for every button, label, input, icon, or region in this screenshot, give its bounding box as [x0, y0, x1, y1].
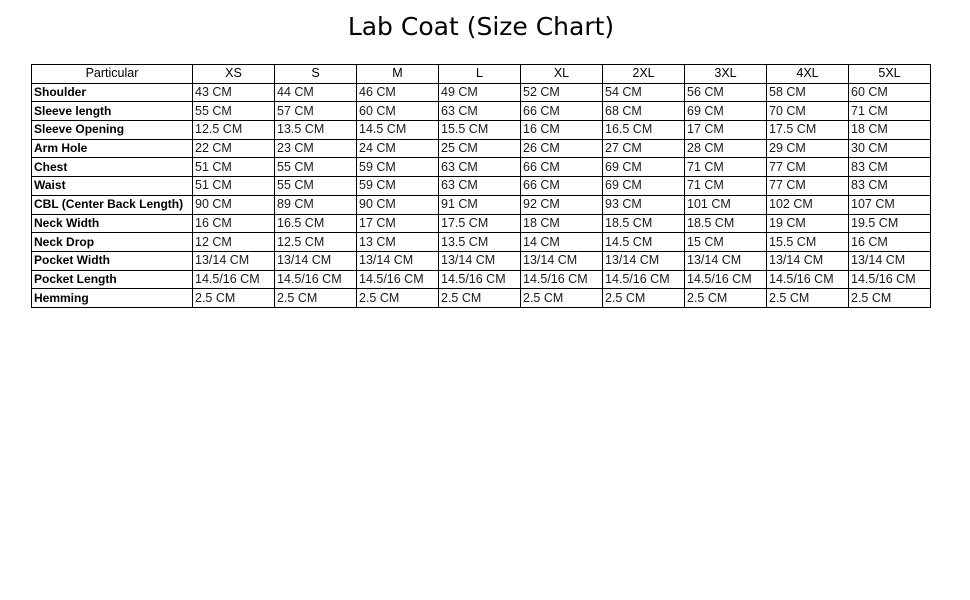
table-cell: 15 CM — [685, 233, 767, 252]
table-row — [32, 158, 931, 177]
size-header: XL — [521, 65, 603, 84]
table-cell: 14.5/16 CM — [685, 270, 767, 289]
size-header: L — [439, 65, 521, 84]
table-cell: 30 CM — [849, 139, 931, 158]
table-row — [32, 177, 931, 196]
table-cell: 14.5/16 CM — [767, 270, 849, 289]
table-cell: 51 CM — [193, 158, 275, 177]
table-cell: 63 CM — [439, 177, 521, 196]
table-cell: 58 CM — [767, 83, 849, 102]
table-cell: 16.5 CM — [603, 121, 685, 140]
table-cell: 60 CM — [849, 83, 931, 102]
table-cell: 2.5 CM — [685, 289, 767, 308]
table-cell: 14.5/16 CM — [193, 270, 275, 289]
table-row — [32, 251, 931, 270]
table-cell: 101 CM — [685, 195, 767, 214]
row-label: Waist — [32, 177, 193, 196]
table-cell: 13.5 CM — [439, 233, 521, 252]
table-cell: 91 CM — [439, 195, 521, 214]
table-cell: 69 CM — [603, 158, 685, 177]
row-label: Neck Drop — [32, 233, 193, 252]
table-cell: 2.5 CM — [275, 289, 357, 308]
page-title: Lab Coat (Size Chart) — [347, 12, 615, 41]
size-header: XS — [193, 65, 275, 84]
table-cell: 16 CM — [193, 214, 275, 233]
size-header: 4XL — [767, 65, 849, 84]
table-cell: 2.5 CM — [849, 289, 931, 308]
table-row — [32, 195, 931, 214]
table-cell: 14.5/16 CM — [849, 270, 931, 289]
table-cell: 66 CM — [521, 177, 603, 196]
table-cell: 26 CM — [521, 139, 603, 158]
table-cell: 63 CM — [439, 158, 521, 177]
table-cell: 23 CM — [275, 139, 357, 158]
table-cell: 49 CM — [439, 83, 521, 102]
table-cell: 52 CM — [521, 83, 603, 102]
table-cell: 66 CM — [521, 158, 603, 177]
table-cell: 46 CM — [357, 83, 439, 102]
corner-header: Particular — [32, 65, 193, 84]
row-label: Chest — [32, 158, 193, 177]
table-cell: 57 CM — [275, 102, 357, 121]
table-cell: 16 CM — [849, 233, 931, 252]
table-cell: 17 CM — [685, 121, 767, 140]
table-cell: 83 CM — [849, 177, 931, 196]
table-cell: 25 CM — [439, 139, 521, 158]
table-row — [32, 289, 931, 308]
table-cell: 14.5/16 CM — [521, 270, 603, 289]
table-cell: 18.5 CM — [603, 214, 685, 233]
table-row — [32, 270, 931, 289]
table-cell: 66 CM — [521, 102, 603, 121]
table-cell: 14.5/16 CM — [275, 270, 357, 289]
table-cell: 13.5 CM — [275, 121, 357, 140]
table-cell: 77 CM — [767, 158, 849, 177]
size-header: 5XL — [849, 65, 931, 84]
table-row — [32, 139, 931, 158]
table-cell: 51 CM — [193, 177, 275, 196]
table-cell: 69 CM — [603, 177, 685, 196]
size-header: S — [275, 65, 357, 84]
table-cell: 17.5 CM — [767, 121, 849, 140]
table-cell: 83 CM — [849, 158, 931, 177]
table-cell: 14 CM — [521, 233, 603, 252]
table-cell: 71 CM — [685, 158, 767, 177]
table-cell: 12 CM — [193, 233, 275, 252]
table-cell: 12.5 CM — [275, 233, 357, 252]
table-row — [32, 83, 931, 102]
table-cell: 71 CM — [849, 102, 931, 121]
size-chart-table — [31, 64, 931, 308]
table-cell: 16.5 CM — [275, 214, 357, 233]
table-cell: 77 CM — [767, 177, 849, 196]
table-row — [32, 102, 931, 121]
table-cell: 2.5 CM — [521, 289, 603, 308]
table-cell: 90 CM — [193, 195, 275, 214]
table-cell: 29 CM — [767, 139, 849, 158]
table-cell: 22 CM — [193, 139, 275, 158]
table-cell: 69 CM — [685, 102, 767, 121]
table-cell: 13/14 CM — [439, 251, 521, 270]
table-cell: 63 CM — [439, 102, 521, 121]
table-cell: 13/14 CM — [603, 251, 685, 270]
table-cell: 24 CM — [357, 139, 439, 158]
table-cell: 15.5 CM — [439, 121, 521, 140]
table-row — [32, 214, 931, 233]
table-cell: 13 CM — [357, 233, 439, 252]
row-label: Sleeve length — [32, 102, 193, 121]
table-cell: 60 CM — [357, 102, 439, 121]
table-cell: 59 CM — [357, 158, 439, 177]
table-cell: 43 CM — [193, 83, 275, 102]
table-cell: 2.5 CM — [767, 289, 849, 308]
table-cell: 19.5 CM — [849, 214, 931, 233]
table-cell: 107 CM — [849, 195, 931, 214]
table-cell: 55 CM — [193, 102, 275, 121]
table-cell: 90 CM — [357, 195, 439, 214]
table-cell: 56 CM — [685, 83, 767, 102]
table-cell: 13/14 CM — [767, 251, 849, 270]
table-cell: 17.5 CM — [439, 214, 521, 233]
table-cell: 2.5 CM — [193, 289, 275, 308]
row-label: CBL (Center Back Length) — [32, 195, 193, 214]
table-body — [32, 83, 931, 307]
table-cell: 2.5 CM — [603, 289, 685, 308]
table-cell: 18 CM — [521, 214, 603, 233]
table-cell: 70 CM — [767, 102, 849, 121]
table-cell: 14.5/16 CM — [357, 270, 439, 289]
table-cell: 59 CM — [357, 177, 439, 196]
table-cell: 28 CM — [685, 139, 767, 158]
table-cell: 14.5 CM — [357, 121, 439, 140]
row-label: Pocket Width — [32, 251, 193, 270]
table-cell: 17 CM — [357, 214, 439, 233]
row-label: Sleeve Opening — [32, 121, 193, 140]
table-cell: 54 CM — [603, 83, 685, 102]
table-cell: 89 CM — [275, 195, 357, 214]
table-cell: 2.5 CM — [357, 289, 439, 308]
table-cell: 13/14 CM — [193, 251, 275, 270]
table-cell: 93 CM — [603, 195, 685, 214]
table-cell: 13/14 CM — [685, 251, 767, 270]
table-cell: 14.5/16 CM — [439, 270, 521, 289]
table-cell: 14.5/16 CM — [603, 270, 685, 289]
row-label: Arm Hole — [32, 139, 193, 158]
table-cell: 16 CM — [521, 121, 603, 140]
table-cell: 55 CM — [275, 158, 357, 177]
table-row — [32, 121, 931, 140]
table-cell: 92 CM — [521, 195, 603, 214]
table-cell: 14.5 CM — [603, 233, 685, 252]
table-cell: 102 CM — [767, 195, 849, 214]
table-cell: 19 CM — [767, 214, 849, 233]
row-label: Shoulder — [32, 83, 193, 102]
table-cell: 18 CM — [849, 121, 931, 140]
table-cell: 13/14 CM — [357, 251, 439, 270]
table-cell: 13/14 CM — [521, 251, 603, 270]
table-row — [32, 233, 931, 252]
table-cell: 68 CM — [603, 102, 685, 121]
size-header: M — [357, 65, 439, 84]
header-row — [32, 65, 931, 84]
table-cell: 2.5 CM — [439, 289, 521, 308]
table-cell: 12.5 CM — [193, 121, 275, 140]
table-cell: 55 CM — [275, 177, 357, 196]
table-cell: 27 CM — [603, 139, 685, 158]
row-label: Hemming — [32, 289, 193, 308]
table-cell: 13/14 CM — [275, 251, 357, 270]
table-cell: 15.5 CM — [767, 233, 849, 252]
row-label: Neck Width — [32, 214, 193, 233]
table-cell: 13/14 CM — [849, 251, 931, 270]
size-header: 3XL — [685, 65, 767, 84]
table-cell: 18.5 CM — [685, 214, 767, 233]
row-label: Pocket Length — [32, 270, 193, 289]
table-cell: 44 CM — [275, 83, 357, 102]
table-cell: 71 CM — [685, 177, 767, 196]
size-header: 2XL — [603, 65, 685, 84]
